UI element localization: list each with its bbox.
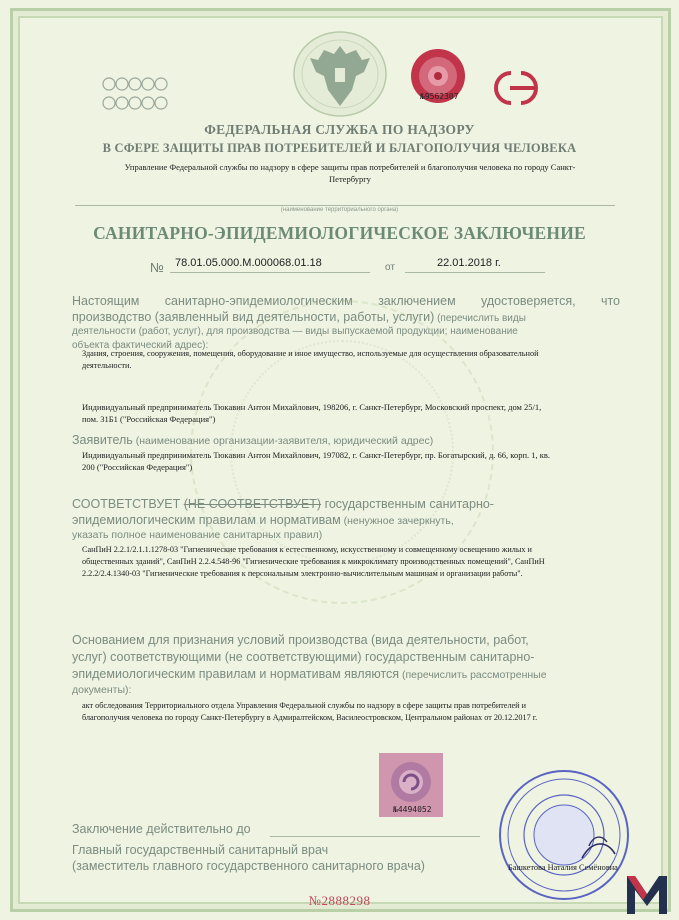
- number-underline: [170, 272, 370, 273]
- activity-line1: Здания, строения, сооружения, помещения, оборудование и иное имущество, используемые для осуществления образовательной: [82, 349, 539, 358]
- date-underline: [405, 272, 545, 273]
- object-address-line1: Индивидуальный предприниматель Тюкавин Антон Михайлович, 198206, г. Санкт-Петербург, Московский проспект, дом 25/1,: [82, 402, 542, 412]
- basis-line1: Основанием для признания условий производства (вида деятельности, работ,: [72, 633, 529, 647]
- certificate-number: 78.01.05.000.М.000068.01.18: [175, 257, 322, 269]
- validity-underline: [270, 836, 480, 837]
- applicant-line2: 200 ("Российская Федерация"): [82, 462, 193, 472]
- object-address-line2: пом. 31Б1 ("Российская Федерация"): [82, 414, 216, 424]
- form-number: №2888298: [308, 893, 371, 908]
- compliance-rest: государственным санитарно-: [321, 497, 494, 511]
- coat-of-arms-icon: [290, 28, 390, 120]
- conformity-mark-icon: [488, 67, 550, 109]
- applicant-heading: [72, 433, 433, 447]
- intro-line2-main: производство (заявленный вид деятельности, работы, услуги): [72, 310, 435, 324]
- intro-line2: [72, 310, 526, 324]
- territorial-organ-line2: Петербургу: [329, 174, 371, 184]
- activity-line2: деятельности.: [82, 361, 132, 370]
- certificate-date: 22.01.2018 г.: [437, 257, 501, 269]
- basis-line4: документы):: [72, 684, 132, 696]
- intro-line4: объекта фактический адрес):: [72, 340, 209, 351]
- territorial-organ-line1: Управление Федеральной службы по надзору в сфере защиты прав потребителей и благополучия человека по городу Санкт-: [124, 162, 576, 172]
- signer-title-line1: Главный государственный санитарный врач: [72, 843, 329, 857]
- basis-line3-main: эпидемиологическим правилам и нормативам являются: [72, 667, 400, 681]
- compliance-line2-main: эпидемиологическим правилам и нормативам: [72, 513, 341, 527]
- basis-line3: [72, 667, 547, 681]
- applicant-line1: Индивидуальный предприниматель Тюкавин Антон Михайлович, 197082, г. Санкт-Петербург, пр. Богатырский, д. 66, корп. 1, кв.: [82, 450, 551, 460]
- compliance-line1: [72, 497, 494, 511]
- signer-title-line2: (заместитель главного государственного санитарного врача): [72, 859, 425, 873]
- compliance-line3: указать полное наименование санитарных правил): [72, 529, 323, 541]
- official-stamp-icon: [497, 768, 631, 902]
- agency-name-line2: В СФЕРЕ ЗАЩИТЫ ПРАВ ПОТРЕБИТЕЛЕЙ И БЛАГОПОЛУЧИЯ ЧЕЛОВЕКА: [102, 141, 577, 155]
- compliance-line2-note: (ненужное зачеркнуть,: [340, 515, 454, 527]
- applicant-label: Заявитель: [72, 433, 133, 447]
- validity-label: Заключение действительно до: [72, 822, 251, 836]
- hologram-number: №9562307: [420, 92, 459, 101]
- number-label: №: [150, 260, 164, 275]
- compliance-word: СООТВЕТСТВУЕТ: [72, 497, 184, 511]
- territorial-organ-caption: (наименование территориального органа): [280, 207, 399, 213]
- applicant-caption: (наименование организации-заявителя, юридический адрес): [132, 435, 434, 447]
- site-watermark-logo-icon: [623, 872, 671, 916]
- sanitary-rules-line2: общественных зданий", СанПиН 2.2.4.548-96 "Гигиенические требования к микроклимату производственных помещений", СанПиН: [82, 557, 545, 566]
- basis-document-line1: акт обследования Территориального отдела Управления Федеральной службы по надзору в сфере защиты прав потребителей и: [82, 701, 526, 710]
- guilloche-rosette-icon: [100, 75, 170, 113]
- date-label: от: [385, 262, 395, 273]
- hologram2-number: №4494052: [393, 805, 432, 814]
- intro-line2-note: (перечислить виды: [434, 313, 526, 324]
- intro-line3: деятельности (работ, услуг), для производства — виды выпускаемой продукции; наименование: [72, 326, 518, 337]
- basis-line2: услуг) соответствующими (не соответствующими) государственным санитарно-: [72, 650, 535, 664]
- signer-name: Башкетова Наталия Семёновна: [508, 863, 618, 872]
- sanitary-rules-line3: 2.2.2/2.4.1340-03 "Гигиенические требования к персональным электронно-вычислительным машинам и организации работы".: [82, 569, 523, 578]
- basis-document-line2: благополучия человека по городу Санкт-Петербургу в Адмиралтейском, Василеостровском, Центральном районах от 20.12.2017 г.: [82, 713, 538, 722]
- compliance-struck: (НЕ СООТВЕТСТВУЕТ): [183, 497, 322, 511]
- document-title: САНИТАРНО-ЭПИДЕМИОЛОГИЧЕСКОЕ ЗАКЛЮЧЕНИЕ: [93, 223, 586, 243]
- agency-name-line1: ФЕДЕРАЛЬНАЯ СЛУЖБА ПО НАДЗОРУ: [204, 122, 475, 137]
- sanitary-rules-line1: СанПиН 2.2.1/2.1.1.1278-03 "Гигиенические требования к естественному, искусственному и совмещенному освещению жилых и: [82, 545, 532, 554]
- compliance-line2: [72, 513, 454, 527]
- intro-line1: Настоящим санитарно-эпидемиологическим заключением удостоверяется, что: [72, 294, 620, 308]
- basis-line3-note: (перечислить рассмотренные: [399, 669, 547, 681]
- organ-underline: [75, 205, 615, 206]
